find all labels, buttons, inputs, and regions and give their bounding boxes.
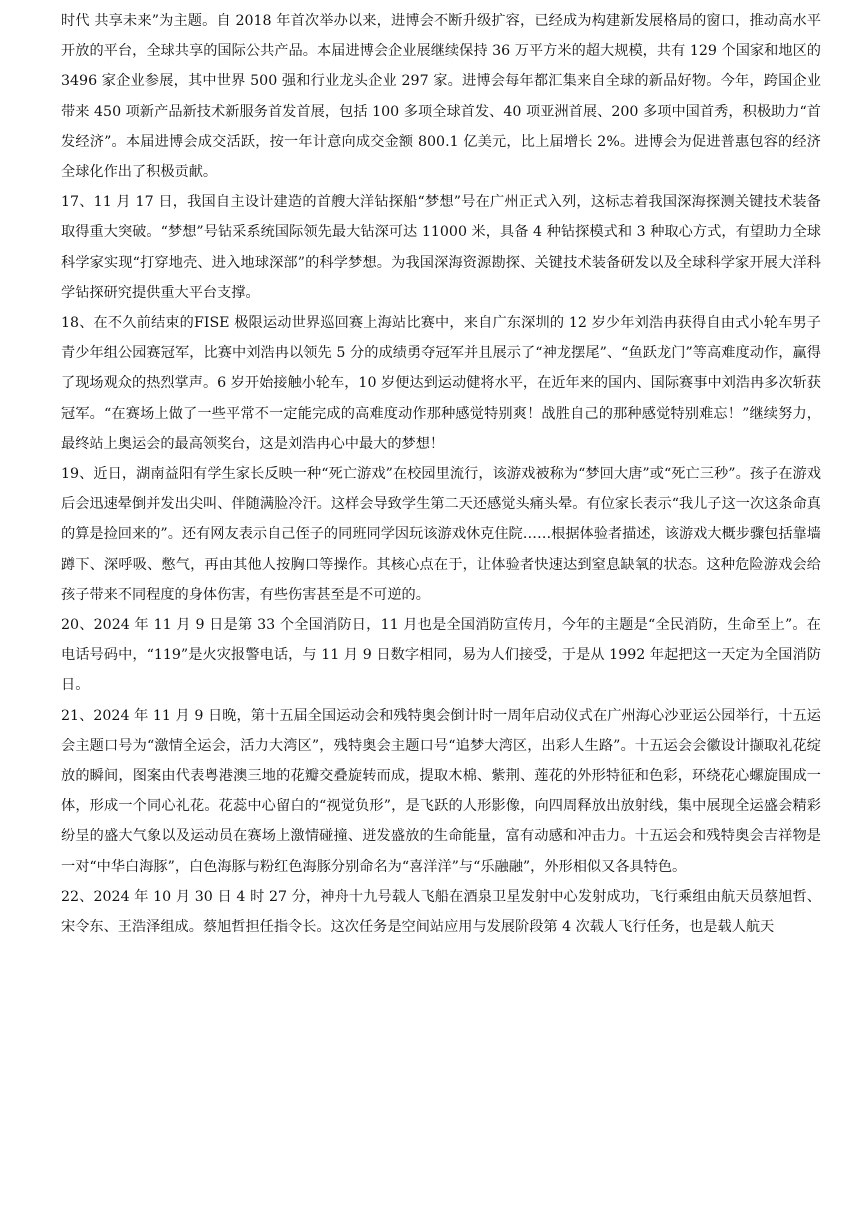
paragraph-item-17: 17、11 月 17 日，我国自主设计建造的首艘大洋钻探船“梦想”号在广州正式入列，这标志着我国深海探测关键技术装备取得重大突破。“梦想”号钻采系统国际领先最大钻深可达 11000 米，具备 4 种钻探模式和 3 种取心方式，有望助力全球科学家实现“打穿地壳、进入地球深部”的科学梦想。为我国深海资源勘探、关键技术装备研发以及全球科学家开展大洋科学钻探研究提供重大平台支撑。 (61, 194, 821, 301)
paragraph-item-18: 18、在不久前结束的FISE 极限运动世界巡回赛上海站比赛中，来自广东深圳的 12 岁少年刘浩冉获得自由式小轮车男子青少年组公园赛冠军，比赛中刘浩冉以领先 5 分的成绩勇夺冠军并且展示了“神龙摆尾”、“鱼跃龙门”等高难度动作，赢得了现场观众的热烈掌声。6 岁开始接触小轮车，10 岁便达到运动健将水平，在近年来的国内、国际赛事中刘浩冉多次斩获冠军。“在赛场上做了一些平常不一定能完成的高难度动作那种感觉特别爽！战胜自己的那种感觉特别难忘！”继续努力，最终站上奥运会的最高领奖台，这是刘浩冉心中最大的梦想！ (61, 315, 821, 452)
paragraph-item-22: 22、2024 年 10 月 30 日 4 时 27 分，神舟十九号载人飞船在酒泉卫星发射中心发射成功，飞行乘组由航天员蔡旭哲、宋令东、王浩泽组成。蔡旭哲担任指令长。这次任务是空间站应用与发展阶段第 4 次载人飞行任务，也是载人航天 (61, 888, 821, 936)
paragraph-item-21: 21、2024 年 11 月 9 日晚，第十五届全国运动会和残特奥会倒计时一周年启动仪式在广州海心沙亚运公园举行，十五运会主题口号为“激情全运会，活力大湾区”，残特奥会主题口号“追梦大湾区，出彩人生路”。十五运会会徽设计撷取礼花绽放的瞬间，图案由代表粤港澳三地的花瓣交叠旋转而成，提取木棉、紫荆、莲花的外形特征和色彩，环绕花心螺旋围成一体，形成一个同心礼花。花蕊中心留白的“视觉负形”，是飞跃的人形影像，向四周释放出放射线，集中展现全运盛会精彩纷呈的盛大气象以及运动员在赛场上激情碰撞、迸发盛放的生命能量，富有动感和冲击力。十五运会和残特奥会吉祥物是一对“中华白海豚”，白色海豚与粉红色海豚分别命名为“喜洋洋”与“乐融融”，外形相似又各具特色。 (61, 707, 821, 875)
document-page (61, 0, 821, 942)
paragraph-jinbohui-continued: 时代 共享未来”为主题。自 2018 年首次举办以来，进博会不断升级扩容，已经成为构建新发展格局的窗口，推动高水平开放的平台，全球共享的国际公共产品。本届进博会企业展继续保持 36 万平方米的超大规模，共有 129 个国家和地区的 3496 家企业参展，其中世界 500 强和行业龙头企业 297 家。进博会每年都汇集来自全球的新品好物。今年，跨国企业带来 450 项新产品新技术新服务首发首展，包括 100 多项全球首发、40 项亚洲首展、200 多项中国首秀，积极助力“首发经济”。本届进博会成交活跃，按一年计意向成交金额 800.1 亿美元，比上届增长 2%。进博会为促进普惠包容的经济全球化作出了积极贡献。 (61, 13, 821, 181)
paragraph-item-19: 19、近日，湖南益阳有学生家长反映一种“死亡游戏”在校园里流行，该游戏被称为“梦回大唐”或“死亡三秒”。孩子在游戏后会迅速晕倒并发出尖叫、伴随满脸冷汗。这样会导致学生第二天还感觉头痛头晕。有位家长表示“我儿子这一次这条命真的算是捡回来的”。还有网友表示自己侄子的同班同学因玩该游戏休克住院……根据体验者描述，该游戏大概步骤包括靠墙蹲下、深呼吸、憋气，再由其他人按胸口等操作。其核心点在于，让体验者快速达到窒息缺氧的状态。这种危险游戏会给孩子带来不同程度的身体伤害，有些伤害甚至是不可逆的。 (61, 466, 821, 603)
paragraph-item-20: 20、2024 年 11 月 9 日是第 33 个全国消防日，11 月也是全国消防宣传月，今年的主题是“全民消防，生命至上”。在电话号码中，“119”是火灾报警电话，与 11 月 9 日数字相同，易为人们接受，于是从 1992 年起把这一天定为全国消防日。 (61, 617, 821, 694)
